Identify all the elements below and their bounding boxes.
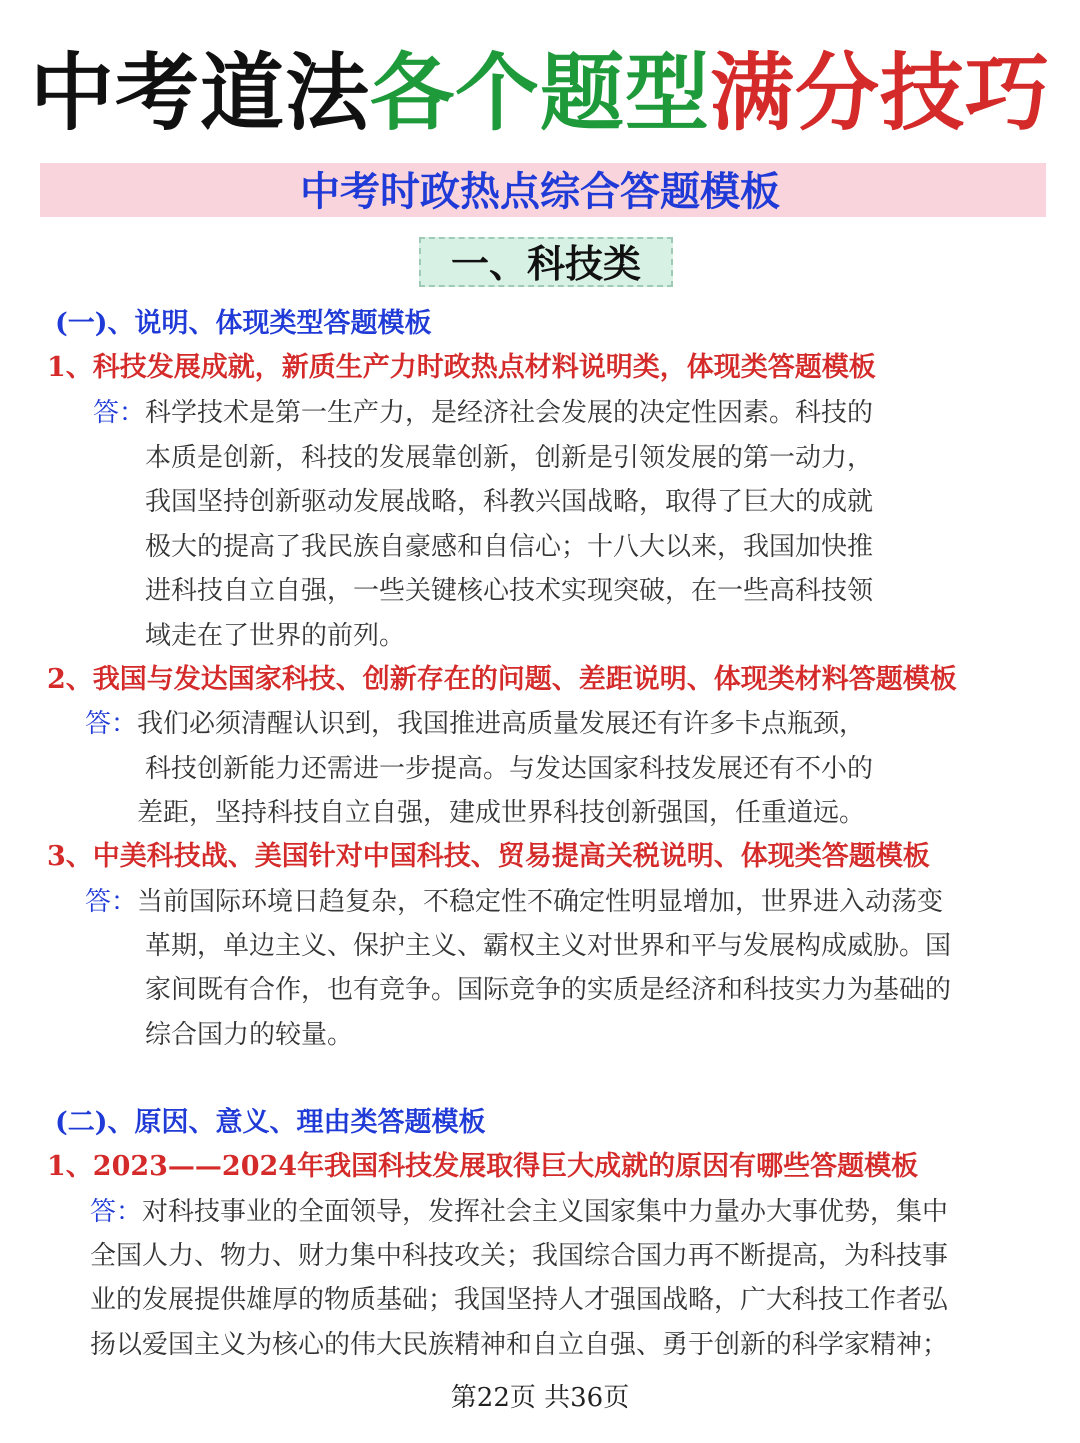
title-part-green: 各个题型 (369, 44, 710, 142)
question-1-1-title: 1、科技发展成就，新质生产力时政热点材料说明类，体现类答题模板 (47, 352, 876, 383)
category-label: 一、科技类 (419, 237, 673, 287)
answer-2-1-line-0: 答：对科技事业的全面领导，发挥社会主义国家集中力量办大事优势，集中 (90, 1197, 949, 1227)
answer-2-1-line-3: 扬以爱国主义为核心的伟大民族精神和自立自强、勇于创新的科学家精神； (90, 1330, 949, 1360)
page-number: 第22页 共36页 (450, 1383, 630, 1413)
answer-1-1-line-2: 我国坚持创新驱动发展战略，科教兴国战略，取得了巨大的成就 (145, 487, 874, 517)
answer-2-1-line-1: 全国人力、物力、财力集中科技攻关；我国综合国力再不断提高，为科技事 (90, 1241, 949, 1271)
question-1-3-title: 3、中美科技战、美国针对中国科技、贸易提高关税说明、体现类答题模板 (47, 841, 930, 872)
answer-1-2-line-0: 答：我们必须清醒认识到，我国推进高质量发展还有许多卡点瓶颈， (85, 709, 866, 739)
answer-1-1-line-3: 极大的提高了我民族自豪感和自信心；十八大以来，我国加快推 (145, 532, 874, 562)
answer-1-1-line-0: 答：科学技术是第一生产力，是经济社会发展的决定性因素。科技的 (93, 398, 874, 428)
answer-label: 答： (85, 709, 138, 739)
answer-label: 答： (85, 887, 138, 917)
title-part-black: 中考道法 (29, 44, 370, 142)
section1-heading: (一)、说明、体现类型答题模板 (55, 308, 432, 339)
answer-label: 答： (93, 398, 146, 428)
answer-1-3-line-2: 家间既有合作，也有竞争。国际竞争的实质是经济和科技实力为基础的 (145, 975, 952, 1005)
answer-1-3-line-3: 综合国力的较量。 (145, 1020, 354, 1050)
title-part-red: 满分技巧 (710, 44, 1051, 142)
answer-1-1-line-5: 域走在了世界的前列。 (145, 621, 406, 651)
answer-1-3-line-0: 答：当前国际环境日趋复杂，不稳定性不确定性明显增加，世界进入动荡变 (85, 887, 944, 917)
question-1-2-title: 2、我国与发达国家科技、创新存在的问题、差距说明、体现类材料答题模板 (47, 664, 957, 695)
answer-2-1-line-2: 业的发展提供雄厚的物质基础；我国坚持人才强国战略，广大科技工作者弘 (90, 1285, 949, 1315)
question-2-1-title: 1、2023——2024年我国科技发展取得巨大成就的原因有哪些答题模板 (47, 1151, 919, 1182)
section2-heading: (二)、原因、意义、理由类答题模板 (55, 1107, 486, 1138)
answer-1-3-line-1: 革期，单边主义、保护主义、霸权主义对世界和平与发展构成威胁。国 (145, 931, 952, 961)
answer-1-2-line-2: 差距，坚持科技自立自强，建成世界科技创新强国，任重道远。 (137, 798, 866, 828)
page-title (0, 38, 1080, 148)
banner-title: 中考时政热点综合答题模板 (300, 168, 780, 215)
answer-label: 答： (90, 1197, 143, 1227)
answer-1-1-line-1: 本质是创新，科技的发展靠创新，创新是引领发展的第一动力， (145, 443, 874, 473)
answer-1-2-line-1: 科技创新能力还需进一步提高。与发达国家科技发展还有不小的 (145, 754, 874, 784)
answer-1-1-line-4: 进科技自立自强，一些关键核心技术实现突破，在一些高科技领 (145, 576, 874, 606)
